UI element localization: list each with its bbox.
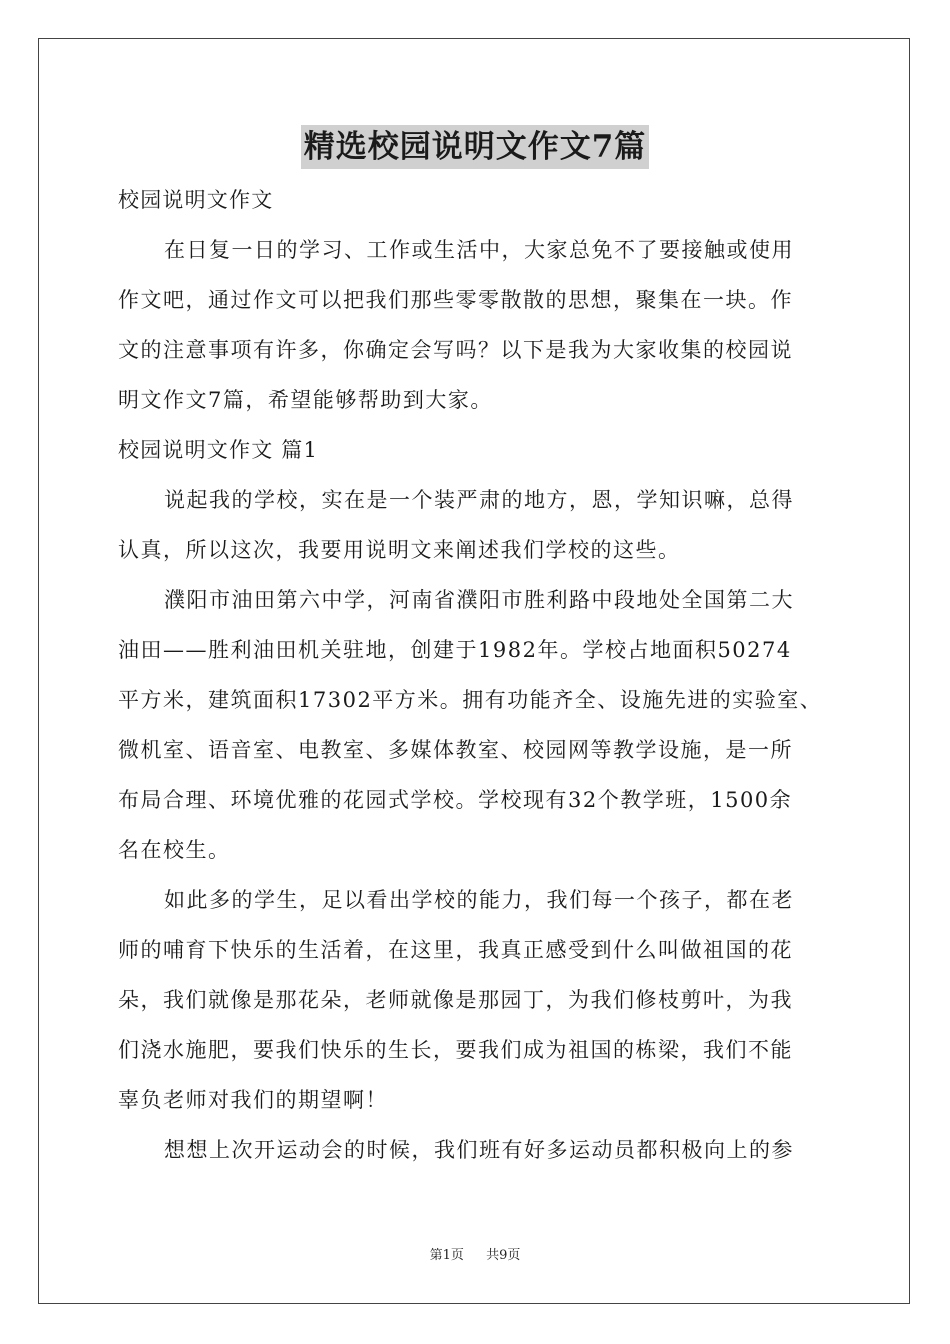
text-line: 文的注意事项有许多，你确定会写吗？以下是我为大家收集的校园说 [118, 338, 793, 362]
text-line: 辜负老师对我们的期望啊！ [118, 1088, 388, 1112]
title-wrap [0, 125, 950, 169]
text-line: 微机室、语音室、电教室、多媒体教室、校园网等教学设施，是一所 [118, 738, 793, 762]
text-line: 认真，所以这次，我要用说明文来阐述我们学校的这些。 [118, 538, 681, 562]
text-line: 校园说明文作文 [118, 188, 274, 212]
text-line: 作文吧，通过作文可以把我们那些零零散散的思想，聚集在一块。作 [118, 288, 793, 312]
text-line: 明文作文7篇，希望能够帮助到大家。 [118, 388, 493, 412]
text-line: 油田——胜利油田机关驻地，创建于1982年。学校占地面积50274 [118, 638, 792, 662]
document-title: 精选校园说明文作文7篇 [301, 125, 650, 169]
text-line: 说起我的学校，实在是一个装严肃的地方，恩，学知识嘛，总得 [164, 488, 794, 512]
text-line: 想想上次开运动会的时候，我们班有好多运动员都积极向上的参 [164, 1138, 794, 1162]
text-line: 师的哺育下快乐的生活着，在这里，我真正感受到什么叫做祖国的花 [118, 938, 793, 962]
page-total: 共9页 [486, 1248, 521, 1263]
text-line: 在日复一日的学习、工作或生活中，大家总免不了要接触或使用 [164, 238, 794, 262]
text-line: 朵，我们就像是那花朵，老师就像是那园丁，为我们修枝剪叶，为我 [118, 988, 793, 1012]
page-footer [0, 1244, 950, 1263]
text-line: 们浇水施肥，要我们快乐的生长，要我们成为祖国的栋梁，我们不能 [118, 1038, 793, 1062]
text-line: 平方米，建筑面积17302平方米。拥有功能齐全、设施先进的实验室、 [118, 688, 823, 712]
section-heading: 校园说明文作文 篇1 [118, 438, 319, 462]
text-line: 濮阳市油田第六中学，河南省濮阳市胜利路中段地处全国第二大 [164, 588, 794, 612]
page-number: 第1页 [429, 1248, 464, 1263]
text-line: 如此多的学生，足以看出学校的能力，我们每一个孩子，都在老 [164, 888, 794, 912]
text-line: 名在校生。 [118, 838, 231, 862]
document-body [118, 177, 858, 1177]
text-line: 布局合理、环境优雅的花园式学校。学校现有32个教学班，1500余 [118, 788, 793, 812]
